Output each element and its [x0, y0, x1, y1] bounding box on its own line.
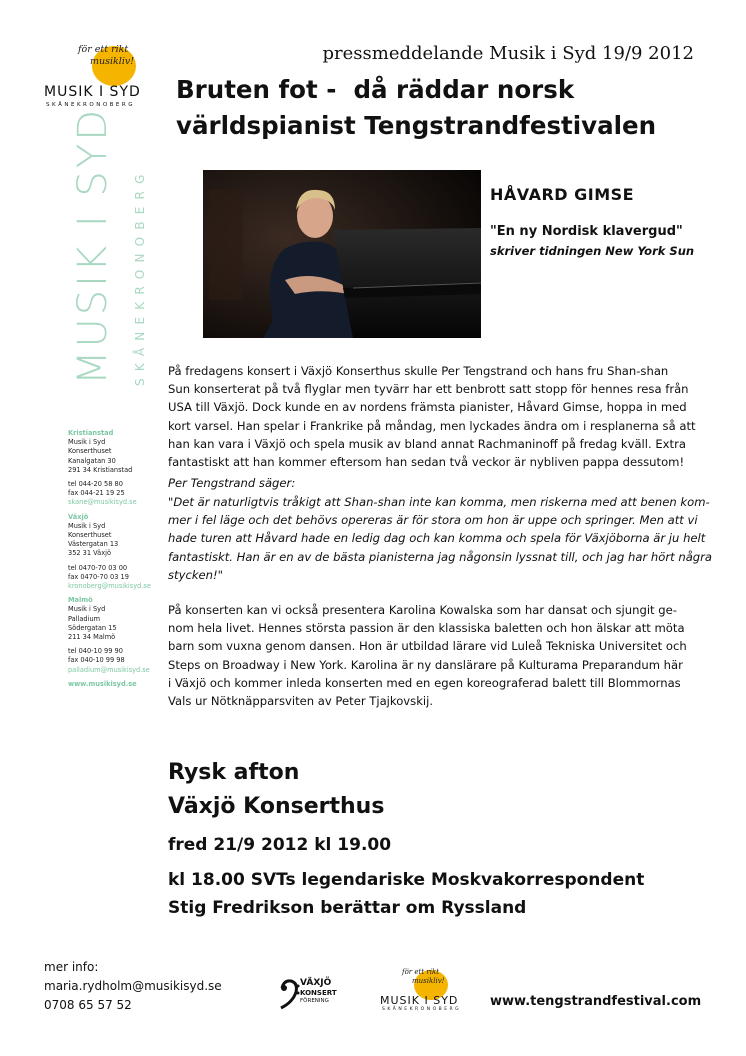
text-line: i Växjö och kommer inleda konserten med en egen koreograferad balett till Blommornas: [168, 675, 681, 690]
text-line: barn som vuxna genom dansen. Hon är utbildad lärare vid Luleå Tekniska Universitet och: [168, 639, 687, 654]
text-line: Vals ur Nötknäpparsviten av Peter Tjajkovskij.: [168, 694, 434, 709]
pianist-photo: [203, 170, 481, 338]
press-quote-source: skriver tidningen New York Sun: [490, 244, 695, 258]
paragraph-quote: [168, 493, 713, 584]
press-quote: "En ny Nordisk klavergud": [490, 224, 683, 239]
paragraph-dancer: [168, 601, 698, 710]
text-line: nom hela livet. Hennes största passion är den klassiska baletten och hon älskar att möta: [168, 621, 685, 636]
text-line: "Det är naturligtvis tråkigt att Shan-shan inte kan komma, men riskerna med att benen kom-: [168, 495, 710, 509]
phone-number: tel 0470-70 03 00: [68, 563, 128, 572]
logo-main-text: MUSIK I SYD: [380, 994, 459, 1007]
text-line: mer i fel läge och det behövs opereras är för stora om hon är uppe och springer. Men att vi: [168, 513, 698, 528]
event-info: [168, 756, 644, 922]
musik-i-syd-logo: [44, 40, 154, 112]
quote-attribution: Per Tengstrand säger:: [168, 476, 296, 490]
logo-tagline-top: för ett rikt: [402, 968, 440, 976]
headline: [176, 72, 696, 144]
email-link[interactable]: kronoberg@musikisyd.se: [68, 582, 151, 591]
logo-sub-text: SKÅNEKRONOBERG: [46, 102, 135, 108]
address-line: Konserthuset: [68, 531, 112, 540]
vaxjo-konsertforening-logo: [278, 978, 348, 1012]
address-line: Södergatan 15: [68, 623, 117, 632]
fax-number: fax 040-10 99 98: [68, 656, 125, 665]
text-line: På konserten kan vi också presentera Karolina Kowalska som har dansat och sjungit ge-: [168, 603, 677, 617]
partner-logo-line2: KONSERT: [300, 989, 337, 997]
logo-main-text: MUSIK I SYD: [44, 84, 141, 100]
event-title: Rysk afton: [168, 760, 300, 785]
text-line: stycken!": [168, 567, 223, 582]
vertical-brand-main: MUSIK I SYD: [70, 106, 116, 385]
address-line: Musik i Syd: [68, 438, 106, 447]
contact-phone: 0708 65 57 52: [44, 998, 132, 1012]
phone-number: tel 044-20 58 80: [68, 480, 123, 489]
address-line: 291 34 Kristianstad: [68, 465, 133, 474]
text-line: fantastiskt att han kommer eftersom han sedan två veckor är nybliven pappa dessutom!: [168, 455, 685, 470]
address-line: Västergatan 13: [68, 540, 119, 549]
festival-website-link[interactable]: www.tengstrandfestival.com: [490, 994, 702, 1009]
text-line: Sun konserterat på två flyglar men tyvärr har ett benbrott satt stopp för hennes resa från: [168, 382, 689, 397]
address-line: Musik i Syd: [68, 521, 106, 530]
pianist-photo-illustration: [203, 170, 481, 338]
address-line: 352 31 Växjö: [68, 549, 111, 558]
partner-logo-line1: VÄXJÖ: [300, 978, 332, 988]
vertical-brand-sub: SKÅNEKRONOBERG: [133, 167, 147, 386]
text-line: hade turen att Håvard hade en ledig dag och kan komma och spela för Växjöborna är ju helt: [168, 531, 706, 546]
partner-logo-line3: FÖRENING: [300, 998, 329, 1004]
office-heading: Kristianstad: [68, 429, 114, 437]
office-heading: Malmö: [68, 596, 93, 605]
event-venue: Växjö Konserthus: [168, 794, 385, 819]
logo-sub-text: SKÅNEKRONOBERG: [382, 1007, 462, 1012]
text-line: kort varsel. Han spelar i Frankrike på måndag, men lyckades ändra om i resplanerna så att: [168, 418, 696, 433]
bass-clef-icon: [278, 978, 300, 1012]
event-date: fred 21/9 2012 kl 19.00: [168, 835, 392, 855]
address-line: Konserthuset: [68, 447, 112, 456]
contact-label: mer info:: [44, 960, 99, 974]
text-line: fantastiskt. Han är en av de bästa pianisterna jag någonsin lyssnat till, och jag har hört några: [168, 549, 713, 564]
headline-line: Bruten fot - då räddar norsk: [176, 75, 575, 104]
vertical-brand: [64, 106, 147, 400]
website-link[interactable]: www.musikisyd.se: [68, 679, 137, 688]
fax-number: fax 0470-70 03 19: [68, 572, 129, 581]
address-line: 211 34 Malmö: [68, 633, 116, 642]
musik-i-syd-logo-small: [380, 968, 462, 1012]
logo-tagline-bottom: musikliv!: [90, 56, 135, 67]
headline-line: världspianist Tengstrandfestivalen: [176, 111, 657, 140]
fax-number: fax 044-21 19 25: [68, 489, 125, 498]
address-line: Palladium: [68, 614, 101, 623]
contact-info: [44, 958, 222, 1015]
text-line: han kan vara i Växjö och spela musik av bland annat Rachmaninoff på fredag kväll. Extra: [168, 436, 686, 451]
contact-email[interactable]: maria.rydholm@musikisyd.se: [44, 979, 222, 993]
artist-name: HÅVARD GIMSE: [490, 185, 635, 204]
pre-event-line: Stig Fredrikson berättar om Ryssland: [168, 898, 527, 918]
press-release-line: pressmeddelande Musik i Syd 19/9 2012: [322, 43, 694, 64]
email-link[interactable]: palladium@musikisyd.se: [68, 665, 150, 674]
text-line: USA till Växjö. Dock kunde en av nordens främsta pianister, Håvard Gimse, hoppa in med: [168, 400, 687, 415]
text-line: Steps on Broadway i New York. Karolina är ny danslärare på Kulturama Preparandum här: [168, 657, 683, 672]
logo-tagline-bottom: musikliv!: [412, 977, 445, 985]
address-line: Kanalgatan 30: [68, 456, 116, 465]
pre-event-line: kl 18.00 SVTs legendariske Moskvakorrespondent: [168, 870, 645, 890]
office-addresses: [68, 429, 164, 689]
office-heading: Växjö: [68, 512, 89, 521]
phone-number: tel 040-10 99 90: [68, 647, 123, 656]
text-line: På fredagens konsert i Växjö Konserthus skulle Per Tengstrand och hans fru Shan-shan: [168, 364, 669, 378]
logo-tagline-top: för ett rikt: [78, 44, 129, 55]
paragraph-intro: [168, 362, 698, 471]
email-link[interactable]: skane@musikisyd.se: [68, 498, 137, 507]
address-line: Musik i Syd: [68, 605, 106, 614]
